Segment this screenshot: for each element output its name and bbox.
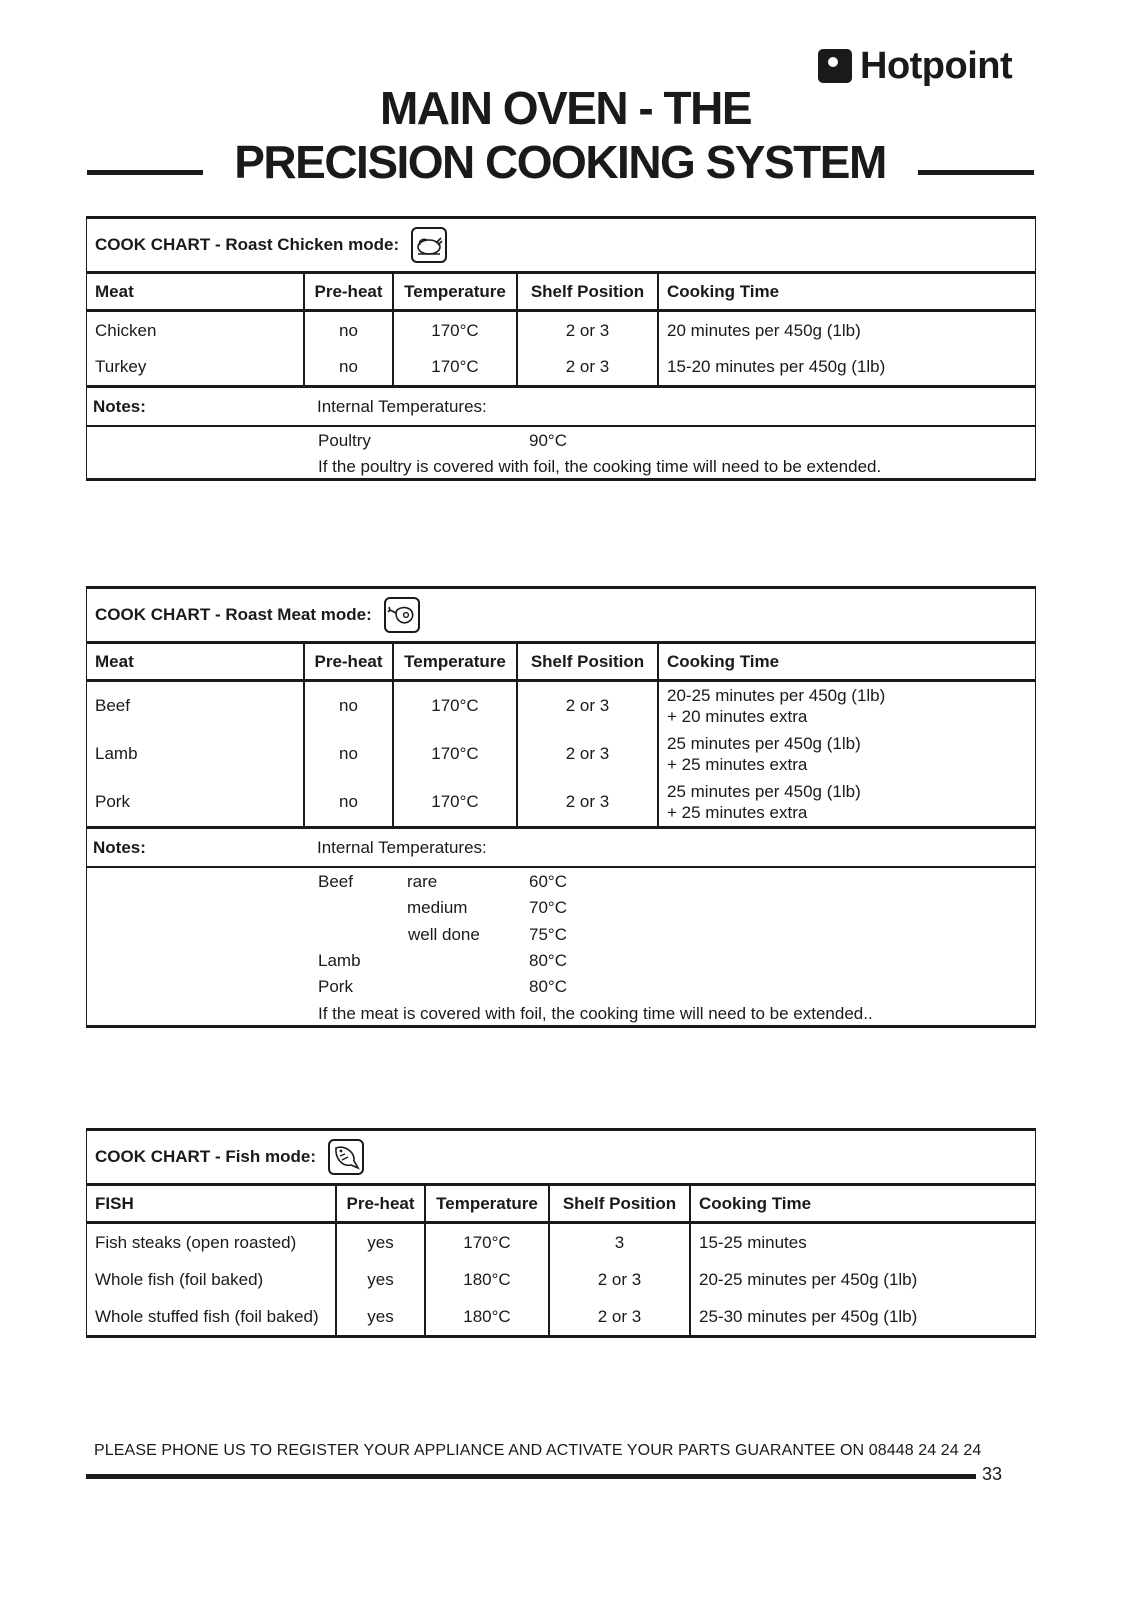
note-poultry: Poultry bbox=[318, 431, 371, 450]
row-item: Turkey bbox=[87, 349, 305, 385]
row-shelf: 3 bbox=[550, 1224, 691, 1261]
chart-header bbox=[86, 589, 1036, 644]
note-lamb-temp: 80°C bbox=[529, 951, 567, 970]
row-shelf: 2 or 3 bbox=[518, 730, 659, 778]
cooking-time-line2: + 20 minutes extra bbox=[667, 707, 808, 726]
page-title-line1: MAIN OVEN - THE bbox=[379, 82, 752, 134]
col-header-fish: FISH bbox=[87, 1186, 337, 1224]
row-item: Fish steaks (open roasted) bbox=[87, 1224, 337, 1261]
row-temperature: 170°C bbox=[394, 349, 518, 385]
row-shelf: 2 or 3 bbox=[550, 1261, 691, 1298]
col-header-cooking-time: Cooking Time bbox=[691, 1186, 1035, 1224]
note-foil: If the meat is covered with foil, the cooking time will need to be extended.. bbox=[318, 1004, 873, 1023]
note-medium: medium bbox=[407, 898, 468, 917]
row-preheat: yes bbox=[337, 1224, 426, 1261]
col-header-meat: Meat bbox=[87, 274, 305, 312]
title-rule-left bbox=[87, 170, 203, 175]
chicken-cook-chart bbox=[86, 216, 1036, 481]
row-item: Pork bbox=[87, 778, 305, 826]
note-poultry-temp: 90°C bbox=[529, 431, 567, 450]
meat-cook-chart bbox=[86, 586, 1036, 1028]
row-cooking-time: 15-20 minutes per 450g (1lb) bbox=[667, 357, 886, 376]
row-cooking-time bbox=[659, 730, 1035, 778]
chart-header bbox=[86, 219, 1036, 274]
col-header-temperature: Temperature bbox=[426, 1186, 550, 1224]
row-item: Whole fish (foil baked) bbox=[87, 1261, 337, 1298]
brand-name: Hotpoint bbox=[860, 44, 1013, 87]
row-cooking-time: 20-25 minutes per 450g (1lb) bbox=[699, 1269, 918, 1289]
row-preheat: no bbox=[305, 349, 394, 385]
row-preheat: no bbox=[305, 730, 394, 778]
col-header-preheat: Pre-heat bbox=[305, 644, 394, 682]
roast-chicken-icon bbox=[411, 227, 447, 263]
row-cooking-time bbox=[659, 682, 1035, 730]
col-header-shelf: Shelf Position bbox=[550, 1186, 691, 1224]
notes-label: Notes: bbox=[93, 837, 146, 857]
notes-header bbox=[86, 385, 1036, 427]
note-beef: Beef bbox=[318, 872, 353, 891]
note-pork-temp: 80°C bbox=[529, 977, 567, 996]
col-header-preheat: Pre-heat bbox=[337, 1186, 426, 1224]
row-temperature: 170°C bbox=[394, 312, 518, 349]
cooking-time-line2: + 25 minutes extra bbox=[667, 803, 808, 822]
row-cooking-time: 25-30 minutes per 450g (1lb) bbox=[699, 1306, 918, 1326]
row-preheat: no bbox=[305, 682, 394, 730]
row-temperature: 170°C bbox=[394, 682, 518, 730]
row-preheat: yes bbox=[337, 1298, 426, 1335]
notes-label: Notes: bbox=[93, 396, 146, 416]
row-shelf: 2 or 3 bbox=[518, 682, 659, 730]
note-pork: Pork bbox=[318, 977, 353, 996]
col-header-meat: Meat bbox=[87, 644, 305, 682]
col-header-cooking-time: Cooking Time bbox=[659, 644, 1035, 682]
notes-body bbox=[86, 868, 1036, 1025]
col-header-shelf: Shelf Position bbox=[518, 644, 659, 682]
row-shelf: 2 or 3 bbox=[518, 312, 659, 349]
col-header-temperature: Temperature bbox=[394, 274, 518, 312]
note-rare: rare bbox=[407, 872, 438, 891]
row-temperature: 170°C bbox=[426, 1224, 550, 1261]
row-temperature: 180°C bbox=[426, 1298, 550, 1335]
internal-temperatures-label: Internal Temperatures: bbox=[317, 396, 487, 416]
footer-registration-text: PLEASE PHONE US TO REGISTER YOUR APPLIANCE AND ACTIVATE YOUR PARTS GUARANTEE ON 08448 24 24 24 bbox=[94, 1442, 982, 1459]
row-temperature: 180°C bbox=[426, 1261, 550, 1298]
cooking-time-line2: + 25 minutes extra bbox=[667, 755, 808, 774]
cooking-time-line1: 20-25 minutes per 450g (1lb) bbox=[667, 686, 886, 705]
chart-title: COOK CHART - Fish mode: bbox=[95, 1147, 316, 1166]
chart-title: COOK CHART - Roast Meat mode: bbox=[95, 605, 372, 624]
notes-body bbox=[86, 427, 1036, 478]
row-temperature: 170°C bbox=[394, 730, 518, 778]
cooking-time-line1: 25 minutes per 450g (1lb) bbox=[667, 734, 861, 753]
row-shelf: 2 or 3 bbox=[518, 349, 659, 385]
chart-header bbox=[86, 1131, 1036, 1186]
roast-meat-icon bbox=[384, 597, 420, 633]
note-medium-temp: 70°C bbox=[529, 898, 567, 917]
title-rule-right bbox=[918, 170, 1034, 175]
notes-header bbox=[86, 826, 1036, 868]
cooking-time-line1: 25 minutes per 450g (1lb) bbox=[667, 782, 861, 801]
fish-icon bbox=[328, 1139, 364, 1175]
note-lamb: Lamb bbox=[318, 951, 361, 970]
footer-rule bbox=[86, 1474, 976, 1479]
page-number: 33 bbox=[982, 1464, 1003, 1484]
row-shelf: 2 or 3 bbox=[518, 778, 659, 826]
row-cooking-time: 20 minutes per 450g (1lb) bbox=[667, 320, 861, 340]
row-shelf: 2 or 3 bbox=[550, 1298, 691, 1335]
row-preheat: no bbox=[305, 312, 394, 349]
row-cooking-time bbox=[659, 778, 1035, 826]
row-item: Lamb bbox=[87, 730, 305, 778]
row-cooking-time: 15-25 minutes bbox=[699, 1232, 807, 1252]
page-title-line2: PRECISION COOKING SYSTEM bbox=[234, 136, 886, 188]
chart-title: COOK CHART - Roast Chicken mode: bbox=[95, 235, 400, 254]
row-preheat: no bbox=[305, 778, 394, 826]
row-item: Whole stuffed fish (foil baked) bbox=[87, 1298, 337, 1335]
row-item: Chicken bbox=[87, 312, 305, 349]
col-header-temperature: Temperature bbox=[394, 644, 518, 682]
row-preheat: yes bbox=[337, 1261, 426, 1298]
col-header-shelf: Shelf Position bbox=[518, 274, 659, 312]
note-foil: If the poultry is covered with foil, the cooking time will need to be extended. bbox=[318, 457, 882, 476]
internal-temperatures-label: Internal Temperatures: bbox=[317, 837, 487, 857]
note-rare-temp: 60°C bbox=[529, 872, 567, 891]
note-well-done: well done bbox=[408, 925, 480, 944]
row-item: Beef bbox=[87, 682, 305, 730]
col-header-preheat: Pre-heat bbox=[305, 274, 394, 312]
col-header-cooking-time: Cooking Time bbox=[659, 274, 1035, 312]
fish-cook-chart bbox=[86, 1128, 1036, 1338]
row-temperature: 170°C bbox=[394, 778, 518, 826]
note-well-done-temp: 75°C bbox=[529, 925, 567, 944]
brand-mark-icon bbox=[818, 49, 852, 83]
